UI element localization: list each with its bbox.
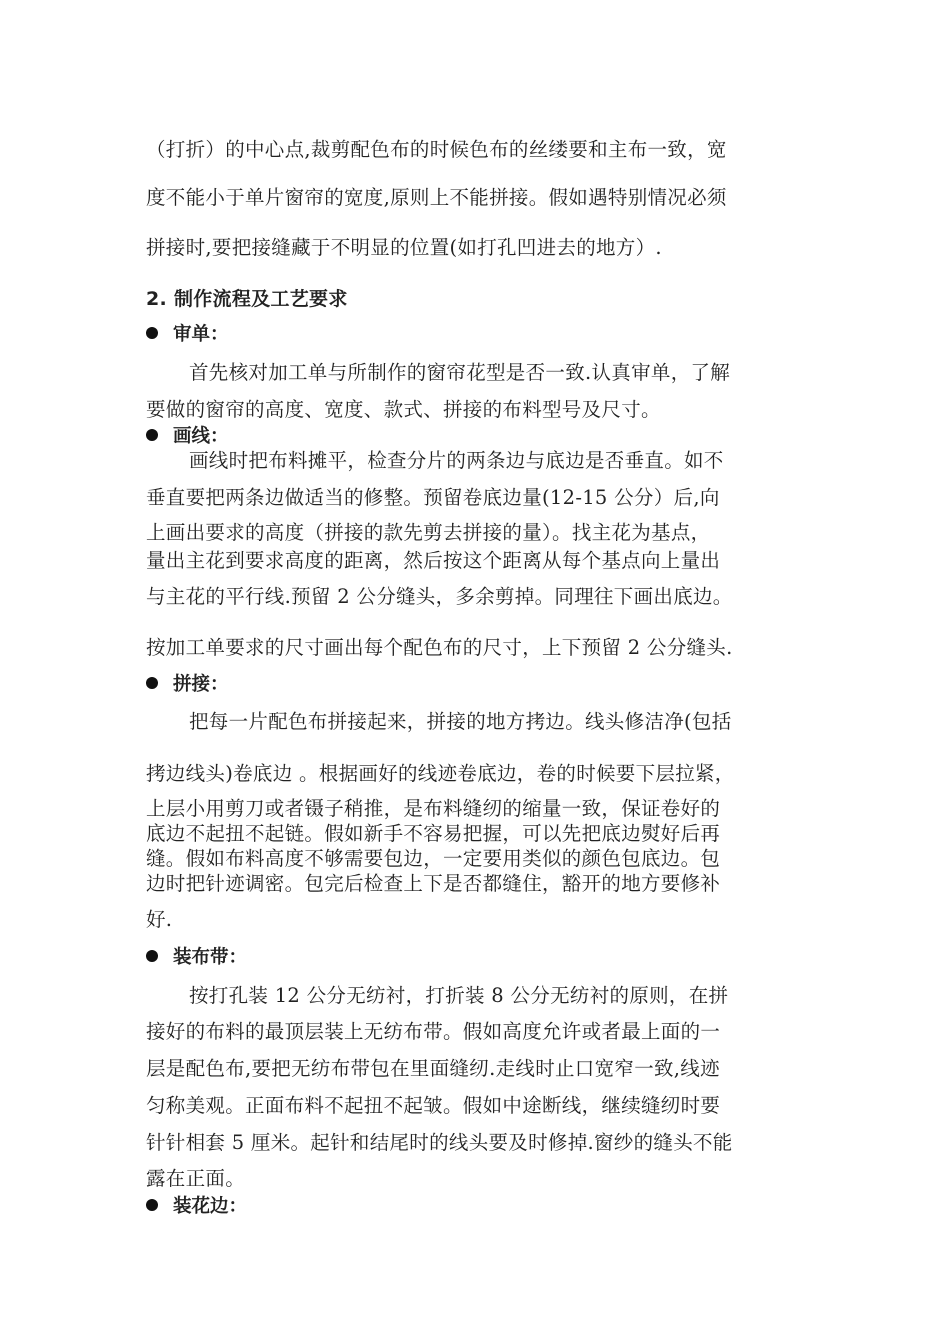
text-line: 要做的窗帘的高度、宽度、款式、拼接的布料型号及尺寸。 [146, 398, 661, 421]
text-line: 拷边线头)卷底边 。根据画好的线迹卷底边，卷的时候要下层拉紧， [146, 762, 735, 785]
text-line: 拼接时,要把接缝藏于不明显的位置(如打孔凹进去的地方）. [146, 236, 662, 259]
bullet-heading-pin-jie [146, 673, 229, 697]
bullet-dot-icon [146, 327, 158, 339]
text-line: 缝。假如布料高度不够需要包边，一定要用类似的颜色包底边。包 [146, 847, 721, 870]
bullet-heading-hua-xian [146, 425, 229, 449]
bullet-dot-icon [146, 429, 158, 441]
text-line: 把每一片配色布拼接起来，拼接的地方拷边。线头修洁净(包括 [189, 710, 732, 733]
text-line: 画线时把布料摊平，检查分片的两条边与底边是否垂直。如不 [189, 449, 724, 472]
bullet-dot-icon [146, 950, 158, 962]
bullet-heading-zhuang-bu-dai [146, 946, 247, 970]
text-line: 层是配色布,要把无纺布带包在里面缝纫.走线时止口宽窄一致,线迹 [146, 1057, 720, 1080]
text-line: 匀称美观。正面布料不起扭不起皱。假如中途断线，继续缝纫时要 [146, 1094, 721, 1117]
text-line: 量出主花到要求高度的距离，然后按这个距离从每个基点向上量出 [146, 549, 721, 572]
text-line: 好. [146, 908, 173, 931]
bullet-label: 装花边： [173, 1196, 248, 1217]
bullet-dot-icon [146, 1199, 158, 1211]
bullet-dot-icon [146, 677, 158, 689]
text-line: （打折）的中心点,裁剪配色布的时候色布的丝缕要和主布一致，宽 [146, 138, 727, 161]
text-line: 度不能小于单片窗帘的宽度,原则上不能拼接。假如遇特别情况必须 [146, 186, 727, 209]
text-line: 边时把针迹调密。包完后检查上下是否都缝住，豁开的地方要修补 [146, 872, 721, 895]
text-line: 按打孔装 12 公分无纺衬，打折装 8 公分无纺衬的原则，在拼 [189, 984, 729, 1007]
text-line: 垂直要把两条边做适当的修整。预留卷底边量(12-15 公分）后,向 [146, 486, 720, 509]
bullet-label: 装布带： [173, 947, 248, 968]
section-heading: 2. 制作流程及工艺要求 [146, 288, 348, 310]
bullet-heading-shen-dan [146, 323, 229, 347]
bullet-label: 审单： [173, 324, 229, 345]
text-line: 底边不起扭不起链。假如新手不容易把握，可以先把底边熨好后再 [146, 822, 721, 845]
text-line: 与主花的平行线.预留 2 公分缝头，多余剪掉。同理往下画出底边。 [146, 585, 733, 608]
text-line: 上画出要求的高度（拼接的款先剪去拼接的量）。找主花为基点， [146, 521, 711, 544]
text-line: 针针相套 5 厘米。起针和结尾时的线头要及时修掉.窗纱的缝头不能 [146, 1131, 733, 1154]
text-line: 上层小用剪刀或者镊子稍推，是布料缝纫的缩量一致，保证卷好的 [146, 797, 721, 820]
text-line: 露在正面。 [146, 1167, 246, 1190]
bullet-label: 画线： [173, 426, 229, 447]
text-line: 按加工单要求的尺寸画出每个配色布的尺寸，上下预留 2 公分缝头. [146, 636, 733, 659]
bullet-label: 拼接： [173, 674, 229, 695]
text-line: 接好的布料的最顶层装上无纺布带。假如高度允许或者最上面的一 [146, 1020, 721, 1043]
bullet-heading-zhuang-hua-bian [146, 1195, 247, 1219]
text-line: 首先核对加工单与所制作的窗帘花型是否一致.认真审单，了解 [189, 361, 731, 384]
